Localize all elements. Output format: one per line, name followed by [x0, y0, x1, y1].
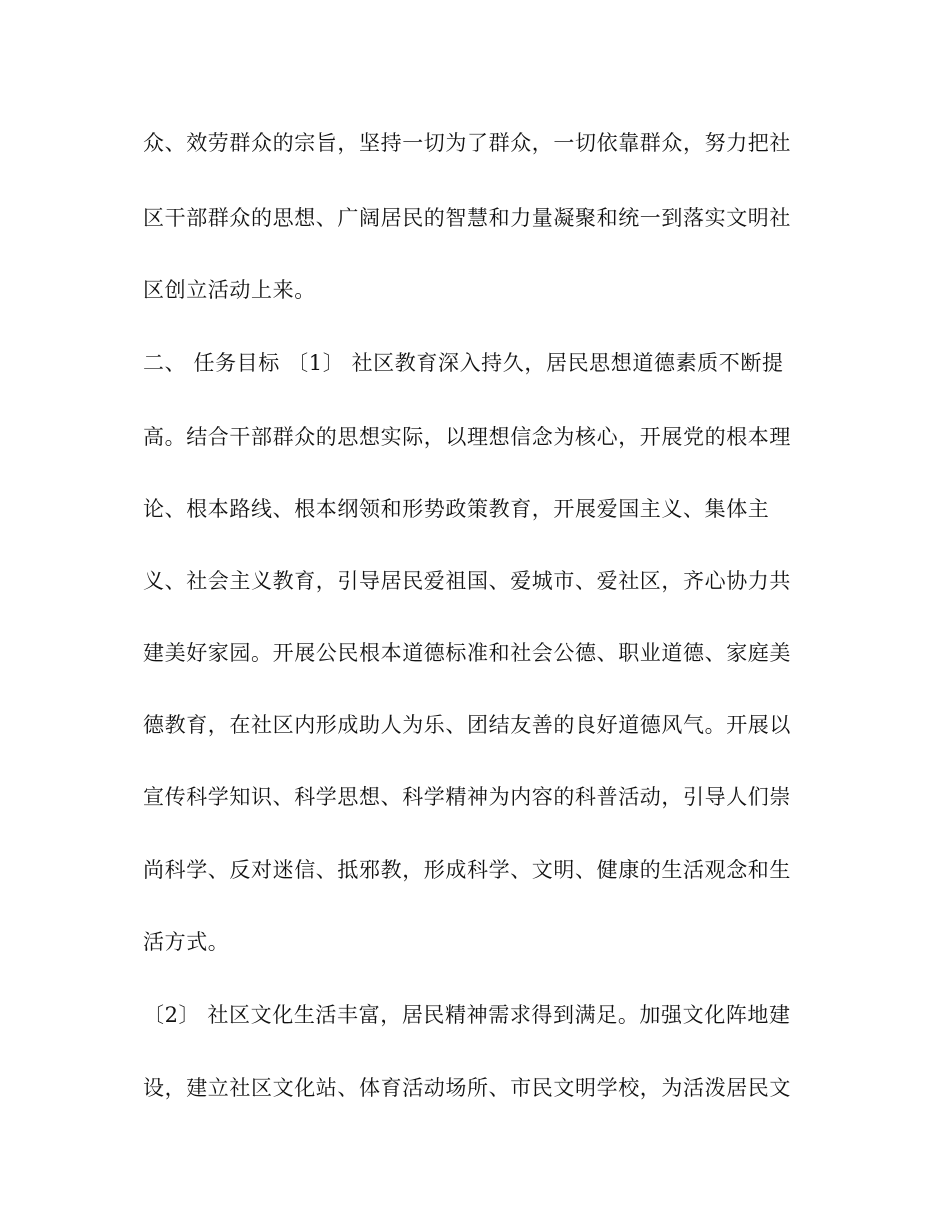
text-line-4: 二、 任务目标 〔1〕 社区教育深入持久，居民思想道德素质不断提 [143, 351, 784, 375]
text-line-1: 众、效劳群众的宗旨，坚持一切为了群众，一切依靠群众，努力把社 [143, 131, 791, 155]
text-line-5: 高。结合干部群众的思想实际，以理想信念为核心，开展党的根本理 [143, 425, 791, 449]
text-line-3: 区创立活动上来。 [143, 278, 316, 302]
text-line-2: 区干部群众的思想、广阔居民的智慧和力量凝聚和统一到落实文明社 [143, 206, 791, 230]
text-line-9: 德教育，在社区内形成助人为乐、团结友善的良好道德风气。开展以 [143, 713, 791, 737]
text-line-7: 义、社会主义教育，引导居民爱祖国、爱城市、爱社区，齐心协力共 [143, 569, 791, 593]
text-line-10: 宣传科学知识、科学思想、科学精神为内容的科普活动，引导人们崇 [143, 785, 791, 809]
text-line-6: 论、根本路线、根本纲领和形势政策教育，开展爱国主义、集体主 [143, 497, 770, 521]
text-line-14: 设，建立社区文化站、体育活动场所、市民文明学校，为活泼居民文 [143, 1076, 791, 1100]
text-line-12: 活方式。 [143, 930, 230, 954]
text-line-8: 建美好家园。开展公民根本道德标准和社会公德、职业道德、家庭美 [143, 641, 791, 665]
text-line-11: 尚科学、反对迷信、抵邪教，形成科学、文明、健康的生活观念和生 [143, 858, 791, 882]
text-line-13: 〔2〕 社区文化生活丰富，居民精神需求得到满足。加强文化阵地建 [143, 1003, 791, 1027]
